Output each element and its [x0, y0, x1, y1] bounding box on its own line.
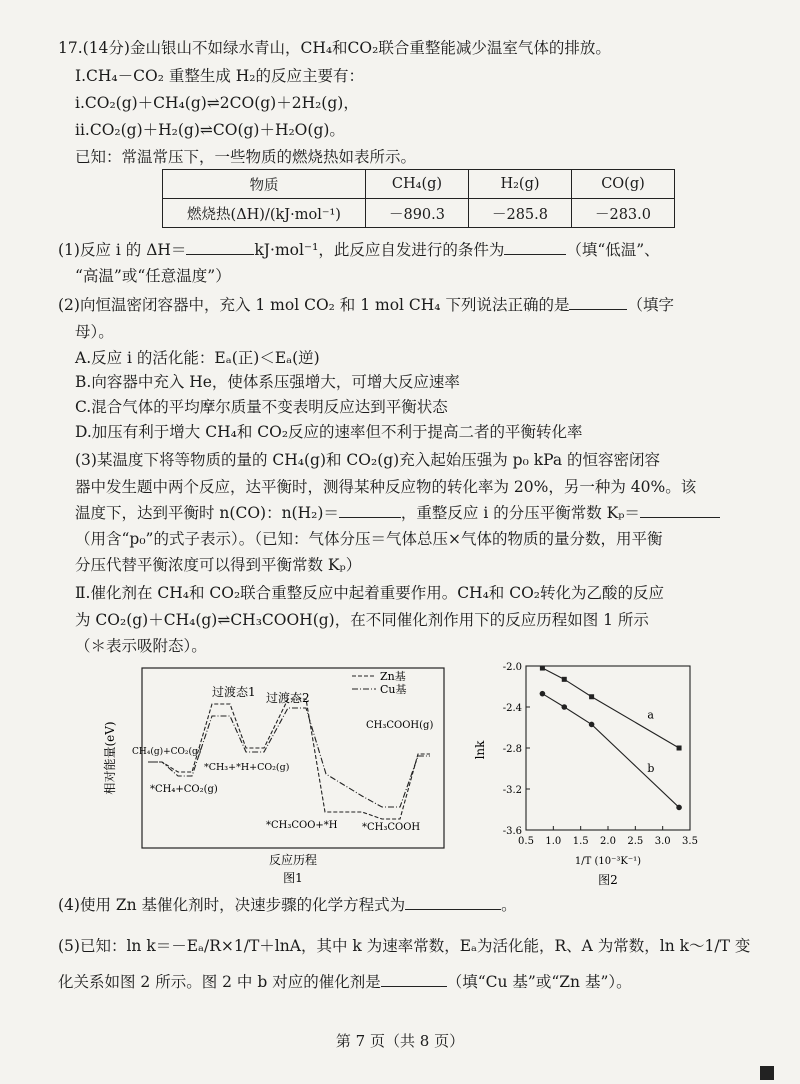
series-b-point: [561, 704, 567, 710]
x-axis-label: 1/T (10⁻³K⁻¹): [574, 856, 642, 867]
x-tick-label: 3.0: [654, 836, 671, 847]
text-line: 为 CO₂(g)＋CH₄(g)⇌CH₃COOH(g)，在不同催化剂作用下的反应历程如图 1 所示: [75, 611, 649, 629]
text-line: 器中发生题中两个反应，达平衡时，测得某种反应物的转化率为 20%，另一种为 40%。该: [75, 478, 697, 496]
series-b-point: [540, 691, 546, 697]
text: kJ·mol⁻¹，此反应自发进行的条件为: [254, 241, 505, 259]
x-tick-label: 2.5: [627, 836, 644, 847]
series-b-point: [589, 722, 595, 728]
question-2: [58, 295, 674, 315]
text-line: [75, 503, 720, 523]
answer-blank[interactable]: [405, 895, 501, 910]
text: （填“Cu 基”或“Zn 基”）。: [446, 973, 632, 991]
qr-code-icon: [760, 1066, 774, 1080]
y-tick-label: -3.2: [502, 785, 522, 796]
series-a-point: [562, 677, 567, 682]
table-cell: －283.0: [572, 199, 675, 228]
state-low2-label: *CH₃COOH: [362, 822, 421, 833]
answer-blank[interactable]: [339, 503, 401, 518]
figure-caption: 图1: [283, 871, 303, 885]
answer-blank[interactable]: [640, 503, 720, 518]
series-a-point: [677, 746, 682, 751]
x-tick-label: 2.0: [600, 836, 616, 847]
part-2-intro: Ⅱ.催化剂在 CH₄和 CO₂联合重整反应中起着重要作用。CH₄和 CO₂转化为乙酸的反应: [75, 584, 664, 602]
plot-frame: [526, 666, 690, 830]
answer-blank[interactable]: [504, 240, 566, 255]
ts1-label: 过渡态1: [212, 685, 256, 699]
series-a-label: a: [647, 708, 654, 722]
combustion-heat-table: [162, 169, 675, 228]
series-a-point: [540, 666, 545, 671]
text-line: 分压代替平衡浓度可以得到平衡常数 Kₚ）: [75, 556, 362, 574]
text-line: 母）。: [75, 323, 114, 341]
text: 化关系如图 2 所示。图 2 中 b 对应的催化剂是: [58, 973, 381, 991]
text: 。: [501, 896, 517, 914]
series-b-label: b: [647, 761, 655, 775]
state-low1-label: *CH₃COO+*H: [266, 820, 338, 831]
page-footer: 第 7 页（共 8 页）: [335, 1032, 465, 1050]
text-line: Ⅰ.CH₄－CO₂ 重整生成 H₂的反应主要有：: [75, 67, 365, 85]
text: （填字: [627, 296, 674, 314]
x-tick-label: 1.5: [572, 836, 589, 847]
x-tick-label: 0.5: [518, 836, 534, 847]
answer-blank[interactable]: [569, 295, 627, 310]
table-cell: H₂(g): [469, 170, 572, 199]
text: （填“低温”、: [566, 241, 660, 259]
table-cell: －285.8: [469, 199, 572, 228]
question-title: 17.(14分)金山银山不如绿水青山，CH₄和CO₂联合重整能减少温室气体的排放。: [58, 39, 611, 57]
y-tick-label: -2.8: [502, 744, 522, 755]
y-tick-label: -2.0: [502, 662, 522, 673]
reaction-ii: ii.CO₂(g)＋H₂(g)⇌CO(g)＋H₂O(g)。: [75, 121, 345, 139]
zn-profile-line: [148, 699, 430, 819]
legend-zn: Zn基: [380, 670, 406, 683]
energy-profile-figure: [100, 664, 450, 886]
y-axis-label: 相对能量(eV): [103, 721, 117, 795]
option-a: A.反应 i 的活化能：Eₐ(正)＜Eₐ(逆): [75, 349, 320, 367]
y-tick-label: -2.4: [502, 703, 522, 714]
y-axis-label: lnk: [473, 740, 487, 760]
reaction-i: i.CO₂(g)＋CH₄(g)⇌2CO(g)＋2H₂(g)，: [75, 94, 359, 112]
state-end-label: CH₃COOH(g): [366, 720, 434, 731]
table-row: [163, 199, 675, 228]
answer-blank[interactable]: [381, 972, 447, 987]
option-b: B.向容器中充入 He，使体系压强增大，可增大反应速率: [75, 373, 460, 391]
text-line: （＊表示吸附态）。: [75, 637, 207, 655]
text-line: “高温”或“任意温度”）: [75, 267, 231, 285]
answer-blank[interactable]: [186, 240, 254, 255]
state-start-label: CH₄(g)+CO₂(g): [132, 747, 202, 757]
x-axis-label: 反应历程: [268, 853, 318, 867]
text-line: 已知：常温常压下，一些物质的燃烧热如表所示。: [75, 148, 417, 166]
legend-cu: Cu基: [380, 683, 407, 696]
table-cell: CO(g): [572, 170, 675, 199]
option-c: C.混合气体的平均摩尔质量不变表明反应达到平衡状态: [75, 398, 448, 416]
text: (2)向恒温密闭容器中，充入 1 mol CO₂ 和 1 mol CH₄ 下列说法正确的是: [58, 296, 570, 314]
series-b-point: [676, 805, 682, 811]
table-cell: 物质: [163, 170, 366, 199]
x-tick-label: 3.5: [682, 836, 698, 847]
y-tick-label: -3.6: [502, 826, 522, 837]
text: ，重整反应 i 的分压平衡常数 Kₚ＝: [400, 504, 640, 522]
question-3: (3)某温度下将等物质的量的 CH₄(g)和 CO₂(g)充入起始压强为 p₀ kPa 的恒容密闭容: [75, 451, 660, 469]
ts2-label: 过渡态2: [266, 691, 310, 705]
table-cell: －890.3: [366, 199, 469, 228]
question-1: [58, 240, 660, 260]
x-tick-label: 1.0: [545, 836, 562, 847]
table-cell: 燃烧热(ΔH)/(kJ·mol⁻¹): [163, 199, 366, 228]
question-5: (5)已知：ln k＝－Eₐ/R×1/T＋lnA，其中 k 为速率常数，Eₐ为活化能，R、A 为常数，ln k～1/T 变: [58, 937, 751, 955]
state-mid-label: *CH₃+*H+CO₂(g): [204, 762, 290, 773]
series-a-point: [589, 694, 594, 699]
question-5-cont: [58, 972, 632, 992]
option-d: D.加压有利于增大 CH₄和 CO₂反应的速率但不利于提高二者的平衡转化率: [75, 423, 583, 441]
table-header-row: [163, 170, 675, 199]
table-cell: CH₄(g): [366, 170, 469, 199]
text-line: （用含“p₀”的式子表示）。（已知：气体分压＝气体总压×气体的物质的量分数，用平衡: [75, 530, 663, 548]
state-ads-label: *CH₄+CO₂(g): [150, 784, 218, 795]
text: (4)使用 Zn 基催化剂时，决速步骤的化学方程式为: [58, 896, 406, 914]
text: 温度下，达到平衡时 n(CO)：n(H₂)＝: [75, 504, 339, 522]
series-b-line: [542, 694, 679, 808]
question-4: [58, 895, 517, 915]
figure-caption: 图2: [598, 873, 618, 887]
text: (1)反应 i 的 ΔH＝: [58, 241, 187, 259]
lnk-chart: [470, 658, 710, 890]
